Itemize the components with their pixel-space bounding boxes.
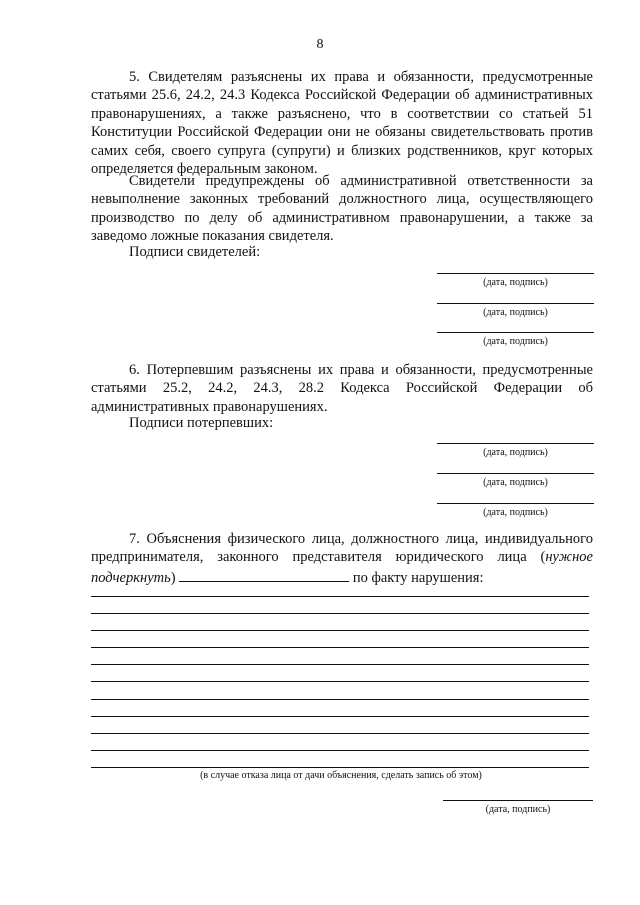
explanation-line-3[interactable] — [91, 630, 589, 631]
final-signature-caption: (дата, подпись) — [485, 804, 551, 815]
witness-signatures-heading: Подписи свидетелей: — [129, 244, 261, 260]
victim-signature-caption-1: (дата, подпись) — [483, 447, 548, 458]
victim-signatures-heading: Подписи потерпевших: — [129, 415, 274, 431]
victim-rights-paragraph: 6. Потерпевшим разъяснены их права и обязанности, предусмотренные статьями 25.2, 24.2, 24.3, 28.2 Кодекса Российской Федерации об административных правонарушениях. — [91, 362, 593, 415]
explanations-intro: 7. Объяснения физического лица, должностного лица, индивидуального предпринимателя, законного представителя юридического лица ( — [91, 531, 593, 566]
witness-rights-paragraph: 5. Свидетелям разъяснены их права и обязанности, предусмотренные статьями 25.6, 24.2, 24.3 Кодекса Российской Федерации об административных правонарушениях, а также разъяснено, что в соответствии со статьей 51 Конституции Российской Федерации они не обязаны свидетельствовать против самих себя, своего супруга (супруги) и близких родственников, круг которых определяется федеральным законом. — [91, 69, 593, 178]
witness-liability-paragraph: Свидетели предупреждены об административной ответственности за невыполнение законных требований должностного лица, осуществляющего производство по делу об административном правонарушении, а также за заведомо ложные показания свидетеля. — [91, 173, 593, 245]
explanations-tail: по факту нарушения: — [352, 569, 484, 586]
explanations-close-paren: ) — [170, 569, 176, 586]
witness-signature-line-1 — [437, 273, 594, 274]
explanation-line-6[interactable] — [91, 681, 589, 682]
witness-signature-caption-2: (дата, подпись) — [483, 307, 548, 318]
explanation-line-4[interactable] — [91, 647, 589, 648]
explanation-line-11[interactable] — [91, 767, 589, 768]
witness-signature-line-2 — [437, 303, 594, 304]
page-number: 8 — [316, 37, 324, 52]
witness-signature-caption-3: (дата, подпись) — [483, 336, 548, 347]
victim-signature-caption-2: (дата, подпись) — [483, 477, 548, 488]
explanation-line-7[interactable] — [91, 699, 589, 700]
explanation-line-10[interactable] — [91, 750, 589, 751]
victim-signature-line-3 — [437, 503, 594, 504]
explanation-line-8[interactable] — [91, 716, 589, 717]
explanations-paragraph — [91, 530, 593, 587]
explanation-line-5[interactable] — [91, 664, 589, 665]
witness-signature-caption-1: (дата, подпись) — [483, 277, 548, 288]
underline-note: нужное подчеркнуть — [91, 549, 593, 586]
victim-signature-caption-3: (дата, подпись) — [483, 507, 548, 518]
explanation-line-1[interactable] — [91, 596, 589, 597]
victim-signature-line-2 — [437, 473, 594, 474]
victim-signature-line-1 — [437, 443, 594, 444]
refusal-caption: (в случае отказа лица от дачи объяснения, сделать запись об этом) — [200, 770, 482, 781]
explanation-subject-blank[interactable] — [179, 567, 349, 582]
explanation-line-9[interactable] — [91, 733, 589, 734]
final-signature-line — [443, 800, 593, 801]
witness-signature-line-3 — [437, 332, 594, 333]
explanation-line-2[interactable] — [91, 613, 589, 614]
